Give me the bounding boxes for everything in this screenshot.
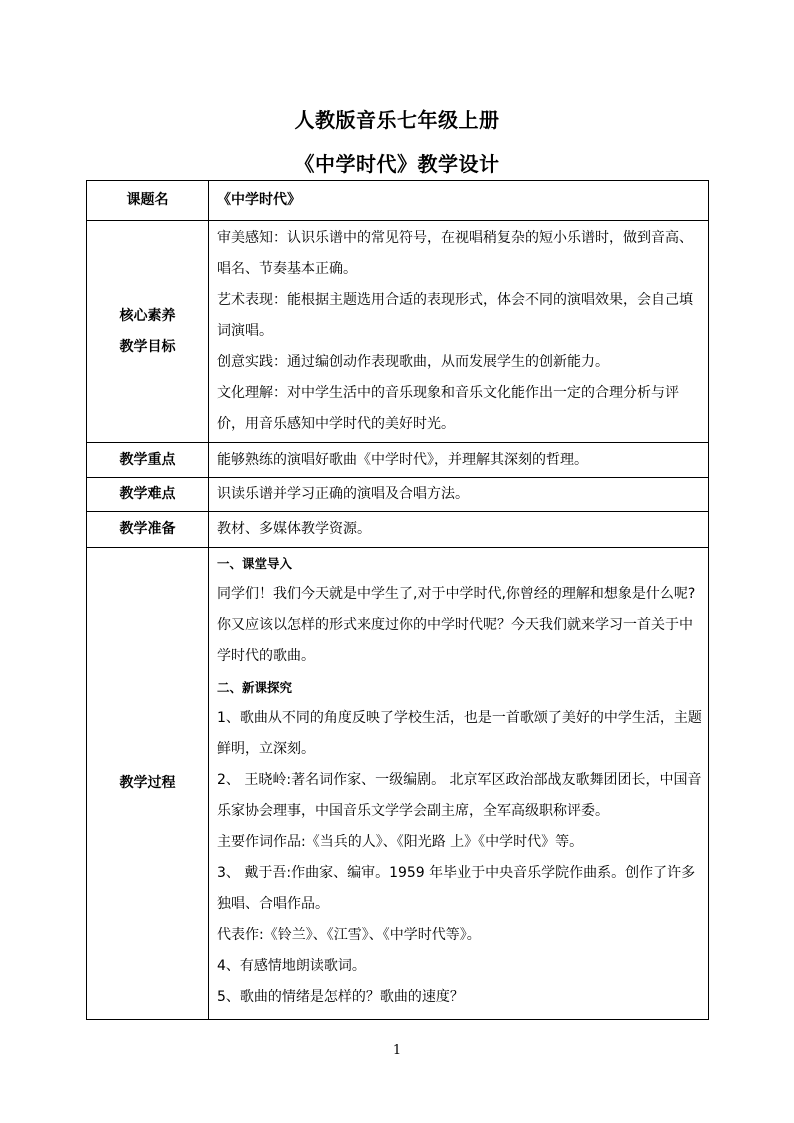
row-preparation (87, 512, 709, 548)
row-topic (87, 181, 709, 221)
value-difficulty: 识读乐谱并学习正确的演唱及合唱方法。 (209, 478, 709, 512)
label-topic: 课题名 (87, 181, 209, 221)
goal-culture: 文化理解：对中学生活中的音乐现象和音乐文化能作出一定的合理分析与评价，用音乐感知中学时代的美好时光。 (217, 385, 679, 432)
explore-item: 5、歌曲的情绪是怎样的？歌曲的速度？ (217, 989, 464, 1005)
explore-item: 3、 戴于吾:作曲家、编审。1959 年毕业于中央音乐学院作曲系。创作了许多独唱、合唱作品。 (217, 865, 696, 912)
page-number: 1 (392, 1043, 402, 1058)
label-process: 教学过程 (87, 548, 209, 1020)
goal-expression: 艺术表现：能根据主题选用合适的表现形式，体会不同的演唱效果，会自己填词演唱。 (217, 292, 693, 339)
document-subtitle: 《中学时代》教学设计 (294, 152, 500, 176)
row-difficulty (87, 478, 709, 512)
label-goals-line2: 教学目标 (119, 338, 176, 355)
explore-item: 主要作词作品:《当兵的人》、《阳光路 上》《中学时代》等。 (217, 834, 584, 850)
section-intro-text: 同学们！我们今天就是中学生了,对于中学时代,你曾经的理解和想象是什么呢?你又应该以怎样的形式来度过你的中学时代呢？今天我们就来学习一首关于中学时代的歌曲。 (217, 586, 696, 664)
section-intro-title: 一、课堂导入 (217, 556, 293, 571)
label-goals-line1: 核心素养 (119, 307, 176, 324)
value-goals (209, 221, 709, 443)
value-process (209, 548, 709, 1020)
explore-item: 4、有感情地朗读歌词。 (217, 958, 366, 974)
value-focus: 能够熟练的演唱好歌曲《中学时代》，并理解其深刻的哲理。 (209, 443, 709, 478)
label-focus: 教学重点 (87, 443, 209, 478)
explore-item: 2、 王晓岭:著名词作家、一级编剧。 北京军区政治部战友歌舞团团长，中国音乐家协会理事，中国音乐文学学会副主席，全军高级职称评委。 (217, 772, 702, 819)
goal-aesthetic: 审美感知：认识乐谱中的常见符号，在视唱稍复杂的短小乐谱时，做到音高、唱名、节奏基本正确。 (217, 230, 693, 277)
value-preparation: 教材、多媒体教学资源。 (209, 512, 709, 548)
row-goals (87, 221, 709, 443)
row-focus (87, 443, 709, 478)
lesson-plan-table (86, 180, 709, 1020)
row-process (87, 548, 709, 1020)
label-difficulty: 教学难点 (87, 478, 209, 512)
document-title: 人教版音乐七年级上册 (294, 108, 500, 132)
explore-item: 1、歌曲从不同的角度反映了学校生活，也是一首歌颂了美好的中学生活，主题鲜明，立深刻。 (217, 710, 702, 757)
label-goals (87, 221, 209, 443)
label-preparation: 教学准备 (87, 512, 209, 548)
goal-creativity: 创意实践：通过编创动作表现歌曲，从而发展学生的创新能力。 (217, 354, 609, 370)
value-topic: 《中学时代》 (209, 181, 709, 221)
explore-item: 代表作:《铃兰》、《江雪》、《中学时代等》。 (217, 927, 481, 943)
section-explore-title: 二、新课探究 (217, 680, 293, 695)
